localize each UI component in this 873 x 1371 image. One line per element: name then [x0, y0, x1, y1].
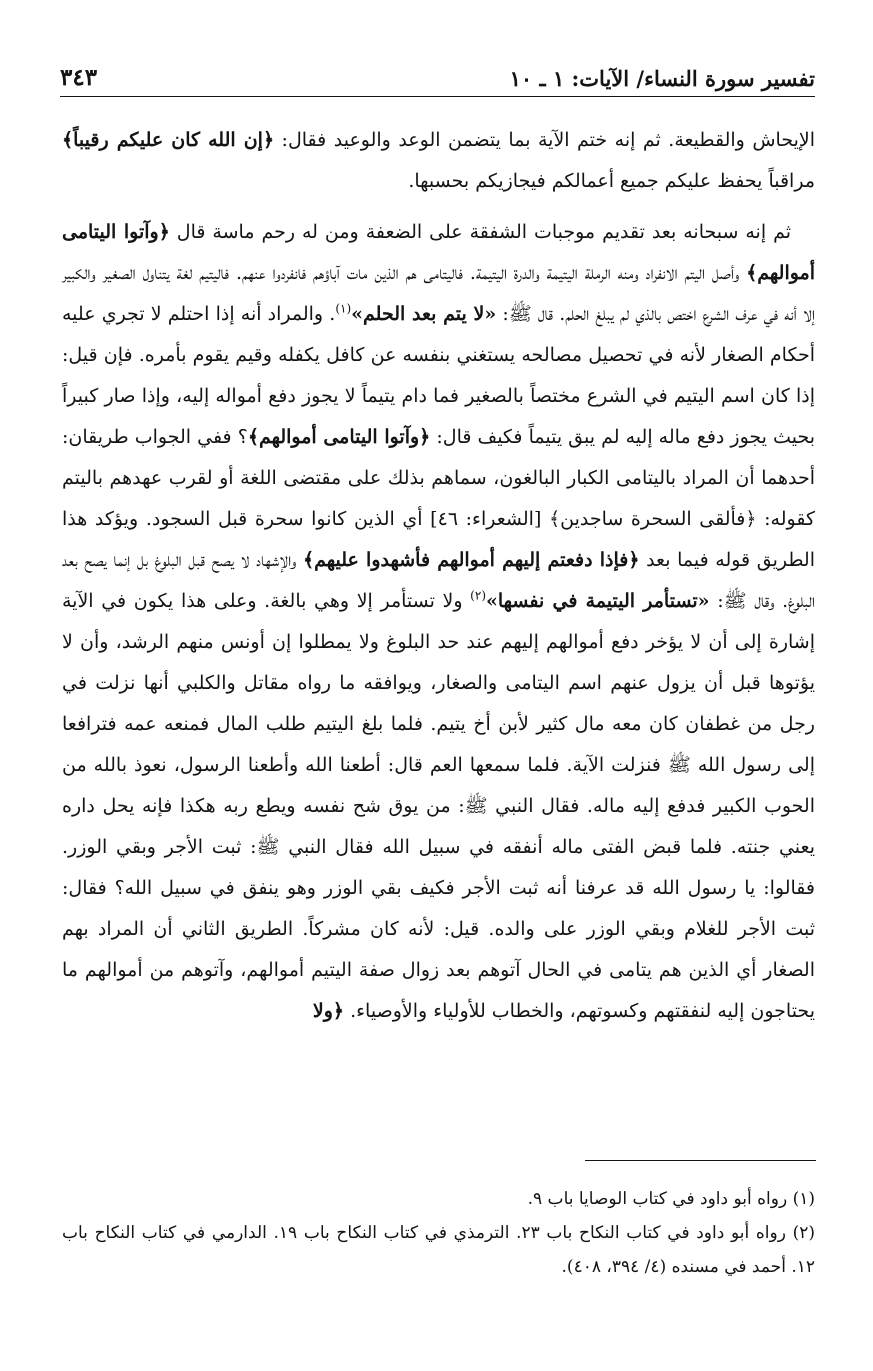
running-head: تفسير سورة النساء/ الآيات: ١ ـ ١٠ — [509, 66, 815, 91]
paragraph-2 — [62, 212, 815, 1032]
text-run: والإشهاد لا يصح قبل البلوغ بل إنما يصح بعد البلوغ. وقال ﷺ: — [62, 549, 815, 612]
text-run: ثم إنه سبحانه بعد تقديم موجبات الشفقة على الضعفة ومن له رحم ماسة قال — [169, 221, 791, 243]
hadith-quote: «لا يتم بعد الحلم» — [351, 303, 497, 325]
quran-verse: ﴿فإذا دفعتم إليهم أموالهم فأشهدوا عليهم﴾ — [303, 549, 640, 571]
quran-verse: ﴿إن الله كان عليكم رقيباً﴾ — [62, 129, 275, 151]
footnote-2: (٢) رواه أبو داود في كتاب النكاح باب ٢٣. الترمذي في كتاب النكاح باب ١٩. الدارمي في كتاب النكاح باب ١٢. أحمد في مسنده (٤/ ٣٩٤، ٤٠٨). — [62, 1223, 815, 1277]
text-run: ولا تستأمر إلا وهي بالغة. وعلى هذا يكون في الآية إشارة إلى أن لا يؤخر دفع أموالهم إليهم عند حد البلوغ ولا يمطلوا إن أونس منهم الرشد، وأن لا يؤتوها قبل أن يزول عنهم اسم اليتامى والصغار، ويوافقه ما رواه مقاتل والكلبي أنها نزلت في رجل من غطفان كان معه مال كثير لأبن أخ يتيم. فلما بلغ اليتيم طلب المال فمنعه عمه فترافعا إلى رسول الله ﷺ فنزلت الآية. فلما سمعها العم قال: أطعنا الله وأطعنا الرسول، نعوذ بالله من الحوب الكبير فدفع إليه ماله. فقال النبي ﷺ: من يوق شح نفسه ويطع ربه هكذا فإنه يحل داره يعني جنته. فلما قبض الفتى ماله أنفقه في سبيل الله فقال النبي ﷺ: ثبت الأجر وبقي الوزر. فقالوا: يا رسول الله قد عرفنا أنه ثبت الأجر فكيف بقي الوزر وهو ينفق في سبيل الله؟ فقال: ثبت الأجر للغلام وبقي الوزر على والده. قيل: لأنه كان مشركاً. الطريق الثاني أن المراد بهم الصغار أي الذين هم يتامى في الحال آتوهم بعد زوال صفة اليتيم أموالهم، وآتوهم من أموالهم ما يحتاجون إليه لنفقتهم وكسوتهم، والخطاب للأولياء والأوصياء. — [62, 590, 815, 1022]
text-run: ؟ ففي الجواب طريقان: أحدهما أن المراد باليتامى الكبار البالغون، سماهم بذلك على مقتضى اللغة أو لقرب عهدهم باليتم كقوله: — [62, 426, 815, 530]
footnotes — [62, 1182, 815, 1284]
text-run: مراقباً يحفظ عليكم جميع أعمالكم فيجازيكم بحسبها. — [408, 170, 815, 192]
paragraph-1 — [62, 120, 815, 202]
footnote-ref-1[interactable]: (١) — [335, 301, 352, 316]
quran-verse: ﴿ولا — [312, 1000, 345, 1022]
page-number: ٣٤٣ — [60, 64, 98, 91]
footnote-separator — [585, 1160, 816, 1161]
text-run: [الشعراء: ٤٦] أي الذين كانوا سحرة قبل السجود. ويؤكد هذا الطريق قوله فيما بعد — [62, 508, 816, 571]
quran-verse: ﴿وآتوا اليتامى أموالهم﴾ — [62, 221, 815, 284]
text-run: وأصل اليتم الانفراد ومنه الرملة اليتيمة والدرة اليتيمة. فاليتامى هم الذين مات آباؤهم فانفردوا عنهم. فاليتيم لغة يتناول الصغير والكبير إلا أنه في عرف الشرع اختص بالذي لم يبلغ الحلم. قال ﷺ: — [62, 262, 816, 325]
hadith-quote: «تستأمر اليتيمة في نفسها» — [486, 590, 710, 612]
text-run: الإيحاش والقطيعة. ثم إنه ختم الآية بما يتضمن الوعد والوعيد فقال: — [274, 129, 815, 151]
quran-verse: ﴿وآتوا اليتامى أموالهم﴾ — [247, 426, 431, 448]
footnote-1: (١) رواه أبو داود في كتاب الوصايا باب ٩. — [527, 1189, 815, 1209]
page-header — [60, 58, 815, 97]
footnote-ref-2[interactable]: (٢) — [470, 588, 486, 603]
main-text — [62, 120, 815, 1032]
text-run: . والمراد أنه إذا احتلم لا تجري عليه أحكام الصغار لأنه في تحصيل مصالحه يستغني بنفسه عن كافل يكفله وقيم يقوم بأمره. فإن قيل: إذا كان اسم اليتيم في الشرع مختصاً بالصغير فما دام يتيماً لا يجوز دفع أمواله إليه، وإذا صار كبيراً بحيث يجوز دفع ماله إليه لم يبق يتيماً فكيف قال: — [62, 303, 815, 448]
quran-verse: ﴿فألقى السحرة ساجدين﴾ — [548, 508, 757, 530]
